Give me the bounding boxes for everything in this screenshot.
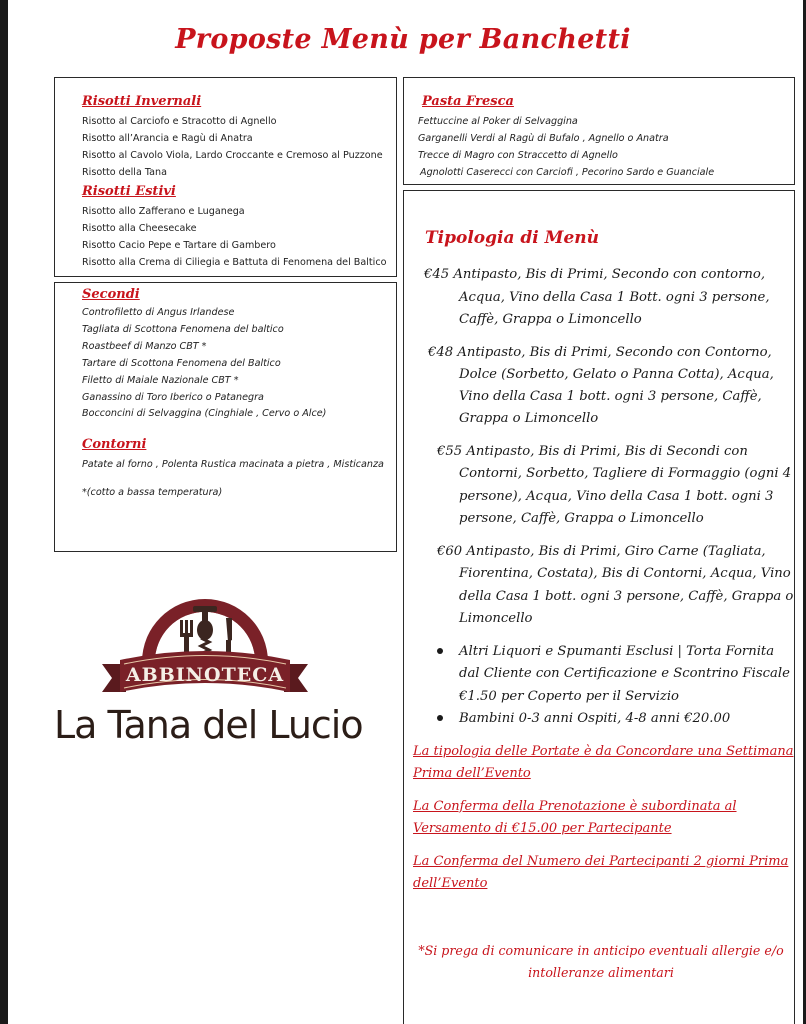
bullet-icon: [437, 715, 443, 721]
list-item: Risotto alla Crema di Ciliegia e Battuta di Fenomena del Baltico: [82, 257, 387, 268]
list-item: Ganassino di Toro Iberico o Patanegra: [82, 392, 264, 403]
menu-48-line: €48 Antipasto, Bis di Primi, Secondo con Contorno,: [428, 345, 772, 360]
list-item: Trecce di Magro con Straccetto di Agnello: [418, 150, 618, 161]
menu-55-line: €55 Antipasto, Bis di Primi, Bis di Secondi con: [437, 444, 748, 459]
list-item: Filetto di Maiale Nazionale CBT *: [82, 375, 239, 386]
menu-45-line: €45 Antipasto, Bis di Primi, Secondo con contorno,: [424, 267, 766, 282]
note-line: dell’Evento: [413, 876, 488, 891]
list-item: Risotto all’Arancia e Ragù di Anatra: [82, 133, 253, 144]
list-item: Tagliata di Scottona Fenomena del baltico: [82, 324, 284, 335]
list-item: Patate al forno , Polenta Rustica macinata a pietra , Misticanza: [82, 459, 384, 470]
menu-45-line: Acqua, Vino della Casa 1 Bott. ogni 3 persone,: [459, 290, 770, 305]
contorni-heading: Contorni: [82, 437, 147, 452]
logo-name: La Tana del Lucio: [54, 703, 363, 747]
list-item: Garganelli Verdi al Ragù di Bufalo , Agnello o Anatra: [418, 133, 669, 144]
list-item: Controfiletto di Angus Irlandese: [82, 307, 235, 318]
menu-48-line: Grappa o Limoncello: [459, 411, 599, 426]
allergy-note: intolleranze alimentari: [528, 965, 674, 980]
extras-line: €1.50 per Coperto per il Servizio: [459, 689, 679, 704]
menu-48-line: Vino della Casa 1 bott. ogni 3 persone, Caffè,: [459, 389, 762, 404]
menu-48-line: Dolce (Sorbetto, Gelato o Panna Cotta), Acqua,: [459, 367, 774, 382]
footnote: *(cotto a bassa temperatura): [82, 487, 223, 498]
list-item: Fettuccine al Poker di Selvaggina: [418, 116, 578, 127]
secondi-heading: Secondi: [82, 287, 140, 302]
menu-60-line: Fiorentina, Costata), Bis di Contorni, Acqua, Vino: [459, 566, 791, 581]
tipologia-heading: Tipologia di Menù: [425, 228, 600, 248]
list-item: Tartare di Scottona Fenomena del Baltico: [82, 358, 281, 369]
list-item: Risotto allo Zafferano e Luganega: [82, 206, 245, 217]
pasta-fresca-heading: Pasta Fresca: [422, 94, 514, 109]
menu-45-line: Caffè, Grappa o Limoncello: [459, 312, 642, 327]
logo-banner: [102, 651, 308, 692]
note-line: Prima dell’Evento: [413, 766, 531, 781]
risotti-estivi-heading: Risotti Estivi: [82, 184, 176, 199]
menu-60-line: €60 Antipasto, Bis di Primi, Giro Carne (Tagliata,: [437, 544, 766, 559]
allergy-note: *Si prega di comunicare in anticipo eventuali allergie e/o: [418, 943, 784, 958]
menu-55-line: persone, Caffè, Grappa o Limoncello: [459, 511, 704, 526]
list-item: Risotto della Tana: [82, 167, 168, 178]
bullet-icon: [437, 648, 443, 654]
note-line: La Conferma della Prenotazione è subordinata al: [413, 799, 737, 814]
menu-55-line: Contorni, Sorbetto, Tagliere di Formaggio (ogni 4: [459, 466, 792, 481]
extras-line: Altri Liquori e Spumanti Esclusi | Torta Fornita: [459, 644, 775, 659]
logo-banner-text: ABBINOTECA: [125, 664, 285, 686]
list-item: Roastbeef di Manzo CBT *: [82, 341, 207, 352]
list-item: Bocconcini di Selvaggina (Cinghiale , Cervo o Alce): [82, 408, 327, 419]
page-title: Proposte Menù per Banchetti: [175, 24, 631, 55]
children-line: Bambini 0-3 anni Ospiti, 4-8 anni €20.00: [459, 711, 731, 726]
menu-60-line: della Casa 1 bott. ogni 3 persone, Caffè, Grappa o: [459, 589, 794, 604]
list-item: Risotto al Cavolo Viola, Lardo Croccante e Cremoso al Puzzone: [82, 150, 383, 161]
extras-line: dal Cliente con Certificazione e Scontrino Fiscale: [459, 666, 790, 681]
list-item: Risotto Cacio Pepe e Tartare di Gambero: [82, 240, 276, 251]
menu-60-line: Limoncello: [459, 611, 533, 626]
risotti-invernali-heading: Risotti Invernali: [82, 94, 202, 109]
note-line: La Conferma del Numero dei Partecipanti 2 giorni Prima: [413, 854, 789, 869]
list-item: Agnolotti Caserecci con Carciofi , Pecorino Sardo e Guanciale: [420, 167, 715, 178]
note-line: La tipologia delle Portate è da Concordare una Settimana: [413, 744, 794, 759]
note-line: Versamento di €15.00 per Partecipante: [413, 821, 672, 836]
left-edge: [0, 0, 8, 1024]
list-item: Risotto al Carciofo e Stracotto di Agnello: [82, 116, 277, 127]
list-item: Risotto alla Cheesecake: [82, 223, 197, 234]
menu-55-line: persone), Acqua, Vino della Casa 1 bott. ogni 3: [459, 489, 774, 504]
